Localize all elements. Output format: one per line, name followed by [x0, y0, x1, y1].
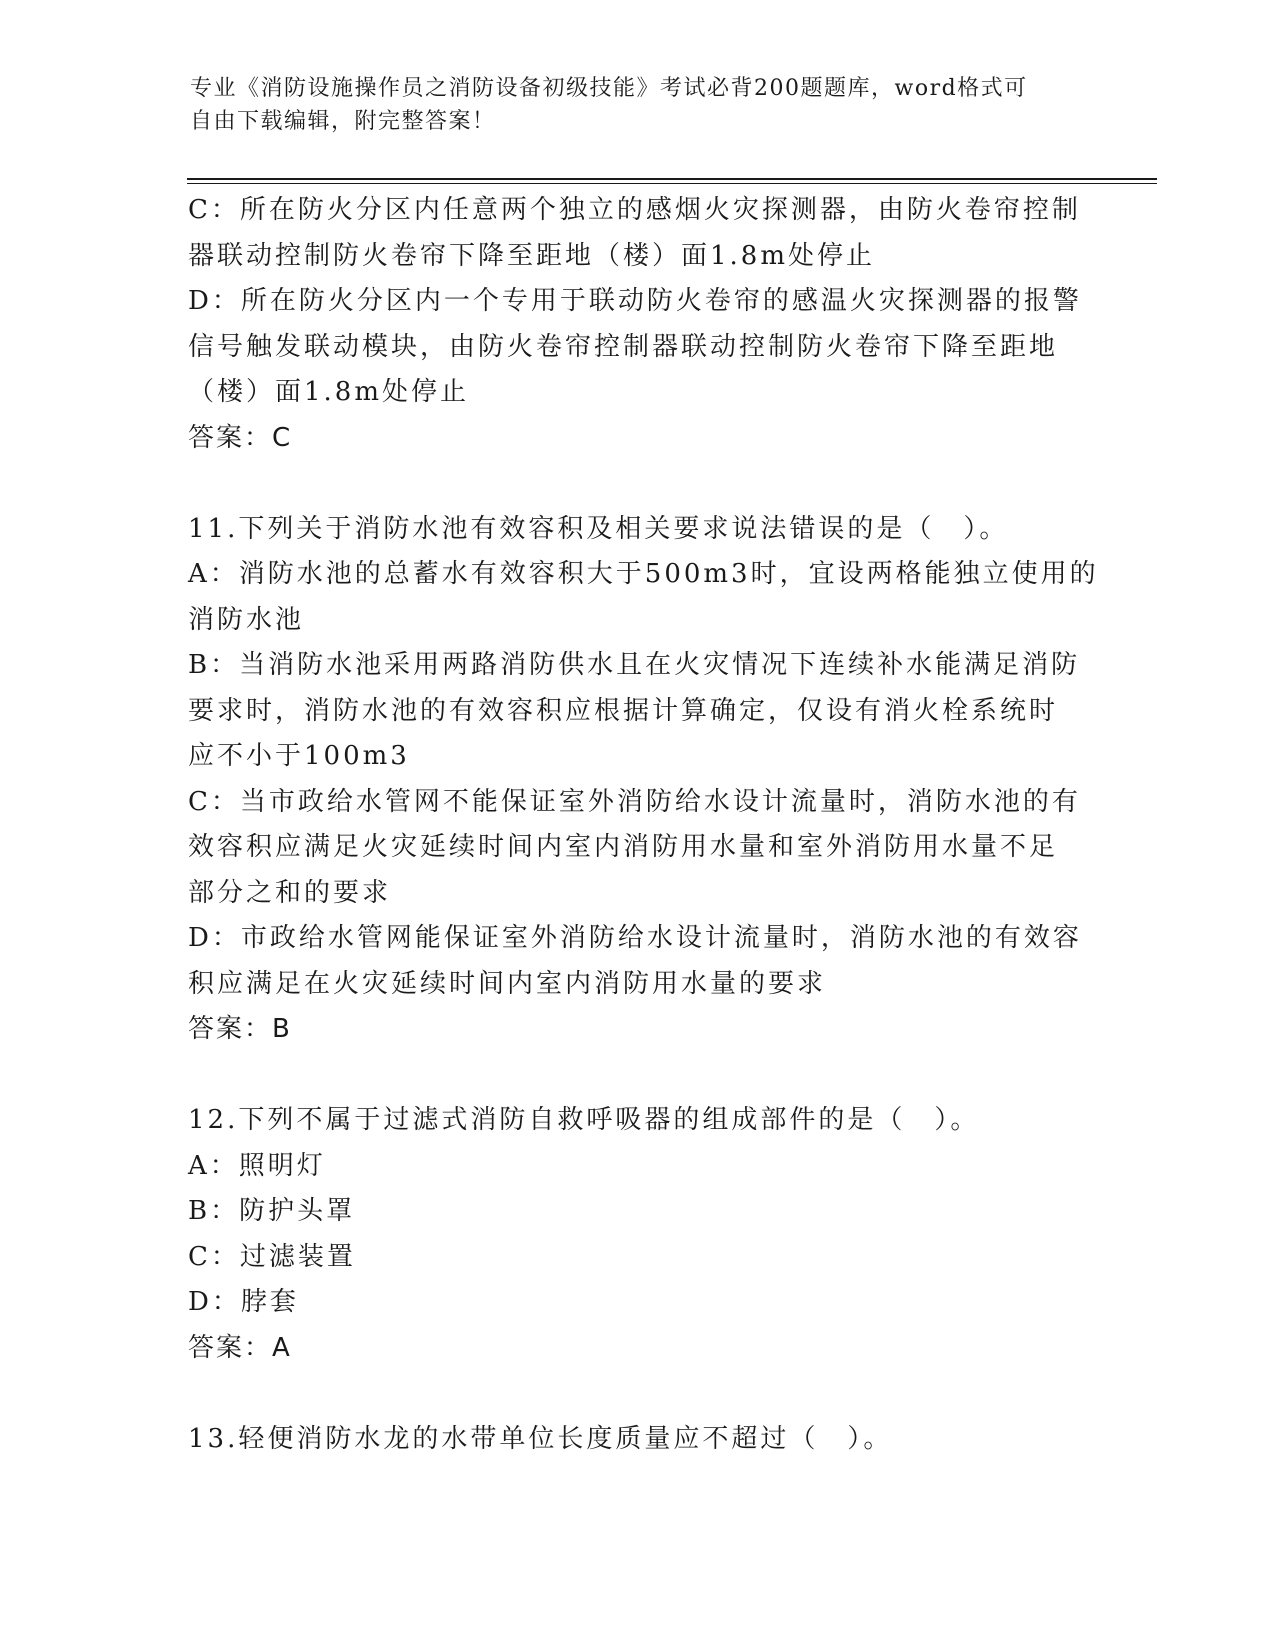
- option-a: A：照明灯: [188, 1150, 326, 1181]
- spacer: [188, 1371, 1088, 1417]
- option-c-line-1: C：当市政给水管网不能保证室外消防给水设计流量时，消防水池的有: [188, 786, 1081, 817]
- option-b: B：防护头罩: [188, 1196, 356, 1226]
- header-divider-thick: [187, 178, 1157, 180]
- spacer: [188, 461, 1088, 507]
- header-line-2: 自由下载编辑，附完整答案！: [190, 109, 496, 134]
- header-divider-thin: [187, 183, 1157, 184]
- option-d-line-2: 积应满足在火灾延续时间内室内消防用水量的要求: [188, 968, 827, 999]
- header-line-1: 专业《消防设施操作员之消防设备初级技能》考试必背200题题库，word格式可: [190, 76, 1028, 101]
- option-d-line-1: D：所在防火分区内一个专用于联动防火卷帘的感温火灾探测器的报警: [188, 286, 1082, 316]
- option-d-line-2: 信号触发联动模块，由防火卷帘控制器联动控制防火卷帘下降至距地: [188, 331, 1059, 362]
- option-d-line-3: （楼）面1.8m处停止: [188, 377, 470, 407]
- option-a-line-2: 消防水池: [188, 604, 305, 635]
- option-c-line-1: C：所在防火分区内任意两个独立的感烟火灾探测器，由防火卷帘控制: [188, 195, 1081, 225]
- option-a-line-1: A：消防水池的总蓄水有效容积大于500m3时，宜设两格能独立使用的: [188, 559, 1099, 589]
- question-12: [188, 1098, 1088, 1371]
- answer-11: 答案：B: [188, 1014, 292, 1044]
- option-d: D：脖套: [188, 1287, 299, 1317]
- question-content: [188, 188, 1099, 1462]
- answer-10: 答案：C: [188, 422, 293, 453]
- option-c-line-2: 效容积应满足火灾延续时间内室内消防用水量和室外消防用水量不足: [188, 832, 1059, 862]
- document-header: [190, 72, 1090, 138]
- question-13: [188, 1417, 1088, 1463]
- option-c: C：过滤装置: [188, 1241, 356, 1272]
- option-b-line-1: B：当消防水池采用两路消防供水且在火灾情况下连续补水能满足消防: [188, 650, 1081, 680]
- question-13-stem: 13.轻便消防水龙的水带单位长度质量应不超过（ ）。: [188, 1423, 893, 1454]
- spacer: [188, 1053, 1088, 1099]
- option-c-line-2: 器联动控制防火卷帘下降至距地（楼）面1.8m处停止: [188, 240, 876, 271]
- question-10-continued: [188, 188, 1088, 461]
- option-b-line-3: 应不小于100m3: [188, 741, 410, 771]
- question-12-stem: 12.下列不属于过滤式消防自救呼吸器的组成部件的是（ ）。: [188, 1105, 980, 1135]
- question-11: [188, 507, 1099, 1053]
- option-b-line-2: 要求时，消防水池的有效容积应根据计算确定，仅设有消火栓系统时: [188, 695, 1059, 726]
- answer-12: 答案：A: [188, 1332, 292, 1363]
- question-11-stem: 11.下列关于消防水池有效容积及相关要求说法错误的是（ ）。: [188, 513, 1009, 544]
- option-d-line-1: D：市政给水管网能保证室外消防给水设计流量时，消防水池的有效容: [188, 923, 1082, 953]
- option-c-line-3: 部分之和的要求: [188, 877, 392, 908]
